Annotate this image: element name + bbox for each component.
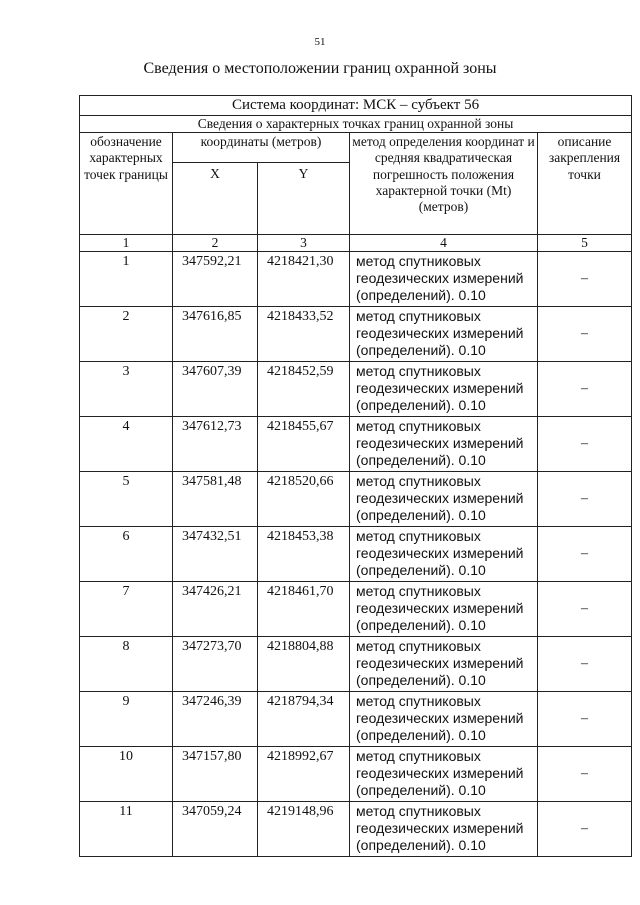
point-number: 2 xyxy=(80,307,173,362)
column-header-point: обозначение характерных точек границы xyxy=(80,133,173,235)
column-number: 5 xyxy=(538,235,632,252)
coordinate-x: 347273,70 xyxy=(173,637,258,692)
coordinate-x: 347246,39 xyxy=(173,692,258,747)
coordinate-y: 4218804,88 xyxy=(258,637,350,692)
column-number: 4 xyxy=(350,235,538,252)
table-row xyxy=(80,307,632,362)
column-header-method: метод определения координат и средняя квадратическая погрешность положения характерной точки (Mt) (метров) xyxy=(350,133,538,235)
point-number: 10 xyxy=(80,747,173,802)
page-title: Сведения о местоположении границ охранной зоны xyxy=(143,60,497,77)
column-header-coordinates: координаты (метров) xyxy=(173,133,350,163)
point-number: 9 xyxy=(80,692,173,747)
fixing-description: – xyxy=(538,582,632,637)
coordinate-x: 347616,85 xyxy=(173,307,258,362)
coordinate-x: 347592,21 xyxy=(173,252,258,307)
column-number: 1 xyxy=(80,235,173,252)
method-description: метод спутниковых геодезических измерений (определений). 0.10 xyxy=(350,362,538,417)
point-number: 5 xyxy=(80,472,173,527)
method-description: метод спутниковых геодезических измерений (определений). 0.10 xyxy=(350,582,538,637)
table-row xyxy=(80,252,632,307)
table-row xyxy=(80,362,632,417)
fixing-description: – xyxy=(538,747,632,802)
method-description: метод спутниковых геодезических измерений (определений). 0.10 xyxy=(350,472,538,527)
fixing-description: – xyxy=(538,692,632,747)
fixing-description: – xyxy=(538,472,632,527)
fixing-description: – xyxy=(538,362,632,417)
column-number: 2 xyxy=(173,235,258,252)
coordinate-y: 4218794,34 xyxy=(258,692,350,747)
boundary-points-table xyxy=(79,95,632,857)
coordinate-y: 4218453,38 xyxy=(258,527,350,582)
coordinate-system-header: Система координат: МСК – субъект 56 xyxy=(80,96,632,116)
table-row xyxy=(80,417,632,472)
fixing-description: – xyxy=(538,527,632,582)
fixing-description: – xyxy=(538,637,632,692)
column-header-x: X xyxy=(173,163,258,235)
coordinate-x: 347612,73 xyxy=(173,417,258,472)
point-number: 8 xyxy=(80,637,173,692)
coordinate-y: 4218421,30 xyxy=(258,252,350,307)
table-row xyxy=(80,582,632,637)
page-number: 51 xyxy=(314,36,326,48)
coordinate-y: 4218461,70 xyxy=(258,582,350,637)
method-description: метод спутниковых геодезических измерений (определений). 0.10 xyxy=(350,527,538,582)
table-row xyxy=(80,472,632,527)
method-description: метод спутниковых геодезических измерений (определений). 0.10 xyxy=(350,637,538,692)
table-row xyxy=(80,692,632,747)
points-info-header: Сведения о характерных точках границ охранной зоны xyxy=(80,116,632,133)
method-description: метод спутниковых геодезических измерений (определений). 0.10 xyxy=(350,692,538,747)
coordinate-x: 347432,51 xyxy=(173,527,258,582)
fixing-description: – xyxy=(538,802,632,857)
coordinate-x: 347059,24 xyxy=(173,802,258,857)
method-description: метод спутниковых геодезических измерений (определений). 0.10 xyxy=(350,417,538,472)
table-row xyxy=(80,802,632,857)
table-row xyxy=(80,637,632,692)
coordinate-x: 347581,48 xyxy=(173,472,258,527)
point-number: 3 xyxy=(80,362,173,417)
point-number: 11 xyxy=(80,802,173,857)
coordinate-x: 347157,80 xyxy=(173,747,258,802)
coordinate-x: 347607,39 xyxy=(173,362,258,417)
coordinate-y: 4218433,52 xyxy=(258,307,350,362)
method-description: метод спутниковых геодезических измерений (определений). 0.10 xyxy=(350,747,538,802)
coordinate-y: 4218520,66 xyxy=(258,472,350,527)
method-description: метод спутниковых геодезических измерений (определений). 0.10 xyxy=(350,252,538,307)
coordinate-y: 4218455,67 xyxy=(258,417,350,472)
point-number: 4 xyxy=(80,417,173,472)
method-description: метод спутниковых геодезических измерений (определений). 0.10 xyxy=(350,802,538,857)
point-number: 6 xyxy=(80,527,173,582)
coordinate-y: 4218992,67 xyxy=(258,747,350,802)
column-header-description: описание закрепления точки xyxy=(538,133,632,235)
table-row xyxy=(80,747,632,802)
column-header-y: Y xyxy=(258,163,350,235)
column-number: 3 xyxy=(258,235,350,252)
coordinate-y: 4218452,59 xyxy=(258,362,350,417)
fixing-description: – xyxy=(538,307,632,362)
fixing-description: – xyxy=(538,252,632,307)
point-number: 1 xyxy=(80,252,173,307)
fixing-description: – xyxy=(538,417,632,472)
coordinate-y: 4219148,96 xyxy=(258,802,350,857)
method-description: метод спутниковых геодезических измерений (определений). 0.10 xyxy=(350,307,538,362)
point-number: 7 xyxy=(80,582,173,637)
coordinate-x: 347426,21 xyxy=(173,582,258,637)
table-row xyxy=(80,527,632,582)
